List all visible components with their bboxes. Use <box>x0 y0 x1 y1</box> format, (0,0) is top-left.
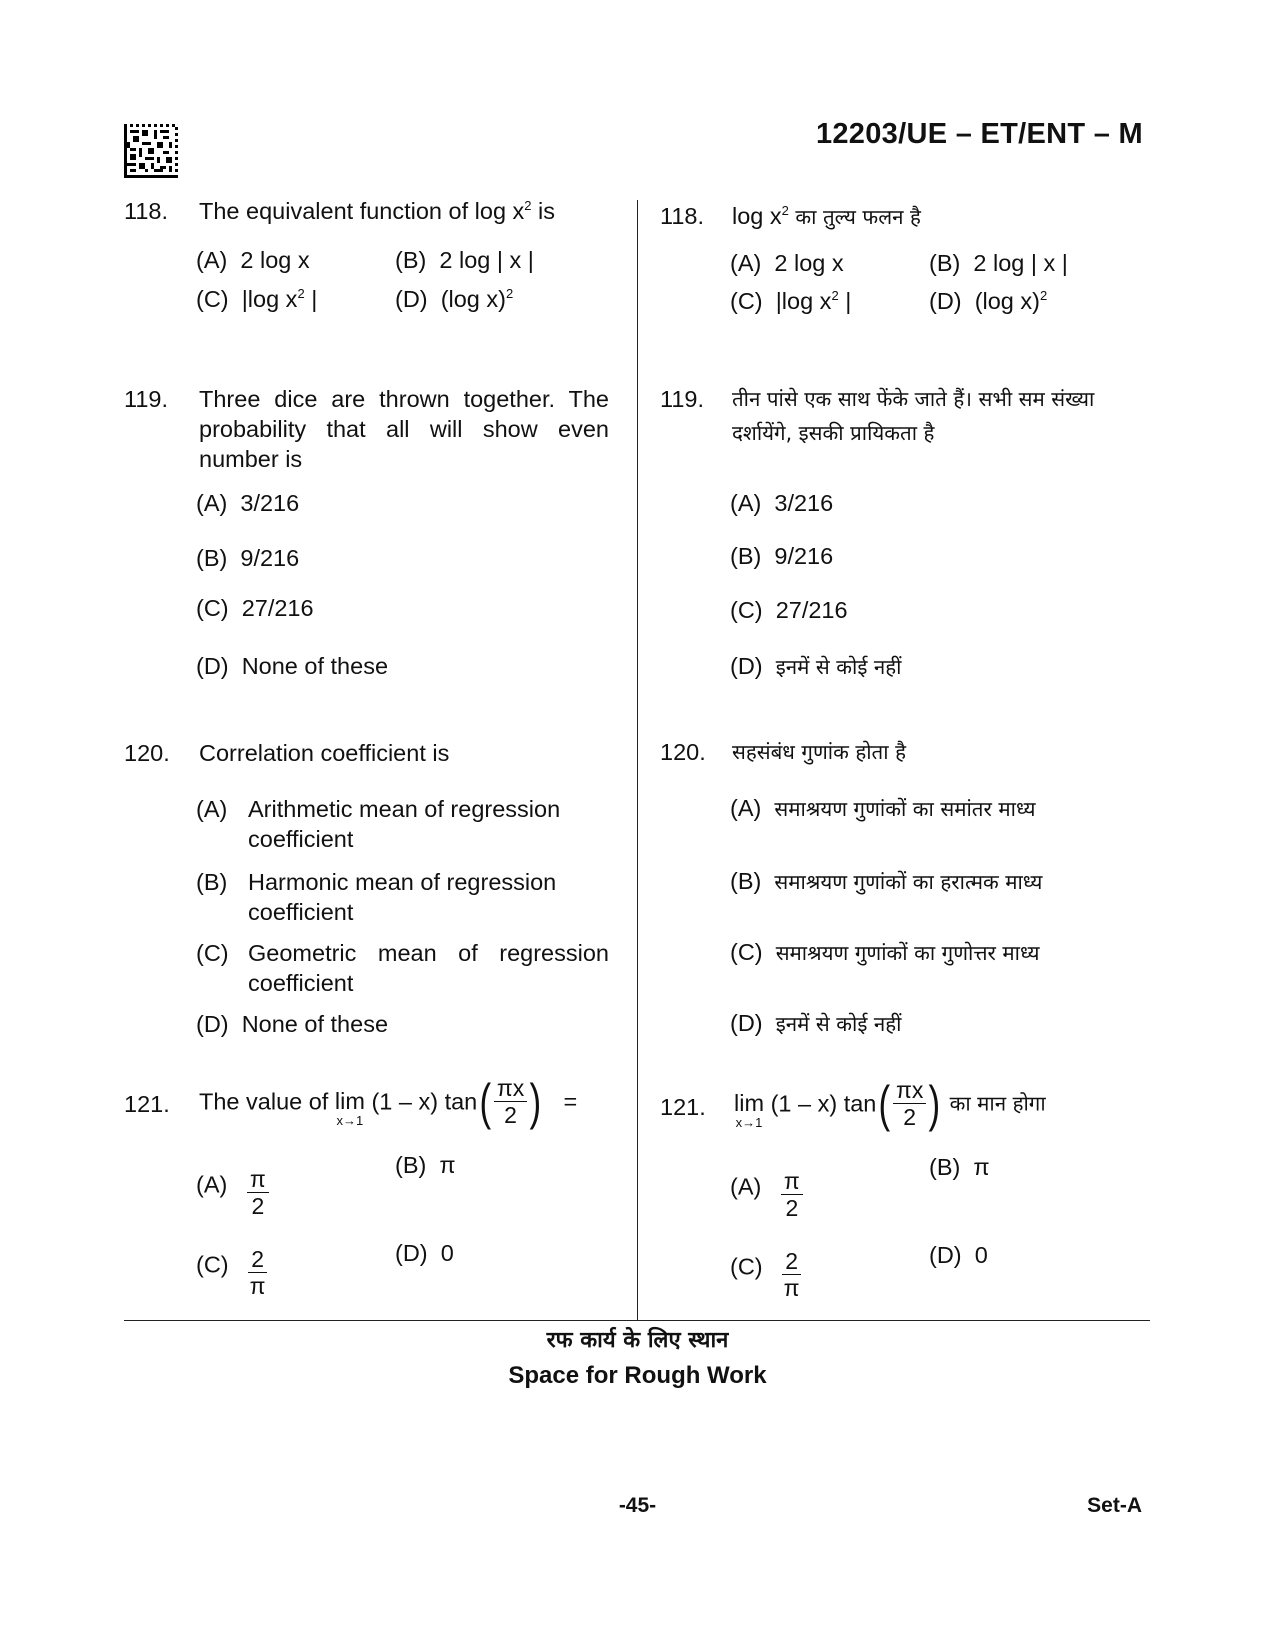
rough-work-title-en: Space for Rough Work <box>508 1362 767 1389</box>
q120-option-d-hi: (D) इनमें से कोई नहीं <box>730 1010 902 1036</box>
rough-work-divider <box>124 1320 1150 1321</box>
q120-option-b-en-label: (B) <box>196 869 228 895</box>
q121-option-c-hi: (C) $\frac{2}{\pi}$ <box>730 1248 800 1301</box>
q120-number: 120. <box>124 740 170 766</box>
q119-option-b-hi: (B) 9/216 <box>730 543 834 569</box>
q120-question-hi: सहसंबंध गुणांक होता है <box>732 740 906 764</box>
q121-question-en: The value of lim x→1 (1 – x) tan( $\frac{\pi x}{2}$ ) = <box>199 1073 578 1130</box>
rough-work-title-hi: रफ कार्य के लिए स्थान <box>546 1328 729 1353</box>
q118-number-hi: 118. <box>660 203 704 229</box>
paper-code: 12203/UE – ET/ENT – M <box>815 118 1143 150</box>
q121-option-a-en: (A) $\frac{\pi}{2}$ <box>196 1150 269 1219</box>
q121-option-b-hi: (B) π <box>929 1154 990 1180</box>
q119-question-en: Three dice are thrown together. The probability that all will show even number is <box>199 386 609 472</box>
q118-option-b-hi: (B) 2 log | x | <box>929 250 1068 276</box>
q119-number-hi: 119. <box>660 386 704 412</box>
q119-option-d-en: (D) None of these <box>196 653 389 679</box>
q118-option-c-hi: (C) |log $x^2$ | <box>730 288 852 314</box>
q120-option-a-hi: (A) समाश्रयण गुणांकों का समांतर माध्य <box>730 795 1036 821</box>
q120-option-a-en-label: (A) <box>196 796 228 822</box>
q119-option-b-en: (B) 9/216 <box>196 545 300 571</box>
q119-question-hi: तीन पांसे एक साथ फेंके जाते हैं। सभी सम संख्या दर्शायेंगे, इसकी प्रायिकता है <box>732 387 1095 445</box>
q120-option-d-en: (D) None of these <box>196 1011 389 1037</box>
q121-number: 121. <box>124 1091 170 1117</box>
q118-option-c-en: (C) |log $x^2$ | <box>196 286 318 312</box>
q121-option-d-hi: (D) 0 <box>929 1242 988 1268</box>
q118-option-a-en: (A) 2 log x <box>196 247 310 273</box>
q121-option-d-en: (D) 0 <box>395 1240 454 1266</box>
q118-option-d-hi: (D) (log x)$^2$ <box>929 288 1048 314</box>
q121-question-hi: lim x→1 (1 – x) tan( $\frac{\pi x}{2}$ ) का मान होगा <box>734 1075 1046 1132</box>
q118-option-b-en: (B) 2 log | x | <box>395 247 534 273</box>
q120-option-a-en: Arithmetic mean of regression coefficient <box>248 796 561 852</box>
q121-number-hi: 121. <box>660 1094 706 1120</box>
q120-option-c-en-label: (C) <box>196 940 229 966</box>
q118-number: 118. <box>124 198 168 224</box>
q120-option-c-en: Geometric mean of regression coefficient <box>248 940 609 996</box>
q119-option-c-hi: (C) 27/216 <box>730 597 848 623</box>
q120-option-c-hi: (C) समाश्रयण गुणांकों का गुणोत्तर माध्य <box>730 939 1040 965</box>
qr-code <box>124 124 178 178</box>
q119-number: 119. <box>124 386 168 412</box>
q120-number-hi: 120. <box>660 739 706 765</box>
q118-question-hi: $\log x^2$ का तुल्य फलन है <box>732 203 921 229</box>
q119-option-a-en: (A) 3/216 <box>196 490 300 516</box>
q120-option-b-hi: (B) समाश्रयण गुणांकों का हरात्मक माध्य <box>730 868 1043 894</box>
q120-option-b-en: Harmonic mean of regression coefficient <box>248 869 557 925</box>
q121-option-a-hi: (A) $\frac{\pi}{2}$ <box>730 1152 803 1221</box>
q119-option-c-en: (C) 27/216 <box>196 595 314 621</box>
q118-question-en: The equivalent function of $\log x^2$ is <box>199 198 556 224</box>
q119-option-d-hi: (D) इनमें से कोई नहीं <box>730 653 902 679</box>
q119-option-a-hi: (A) 3/216 <box>730 490 834 516</box>
q118-option-a-hi: (A) 2 log x <box>730 250 844 276</box>
q121-option-c-en: (C) $\frac{2}{\pi}$ <box>196 1246 266 1299</box>
page-number: -45- <box>618 1494 657 1517</box>
q118-option-d-en: (D) (log x)$^2$ <box>395 286 514 312</box>
column-divider <box>637 200 638 1320</box>
q121-option-b-en: (B) π <box>395 1152 456 1178</box>
q120-question-en: Correlation coefficient is <box>199 740 450 766</box>
set-label: Set-A <box>1087 1494 1142 1517</box>
